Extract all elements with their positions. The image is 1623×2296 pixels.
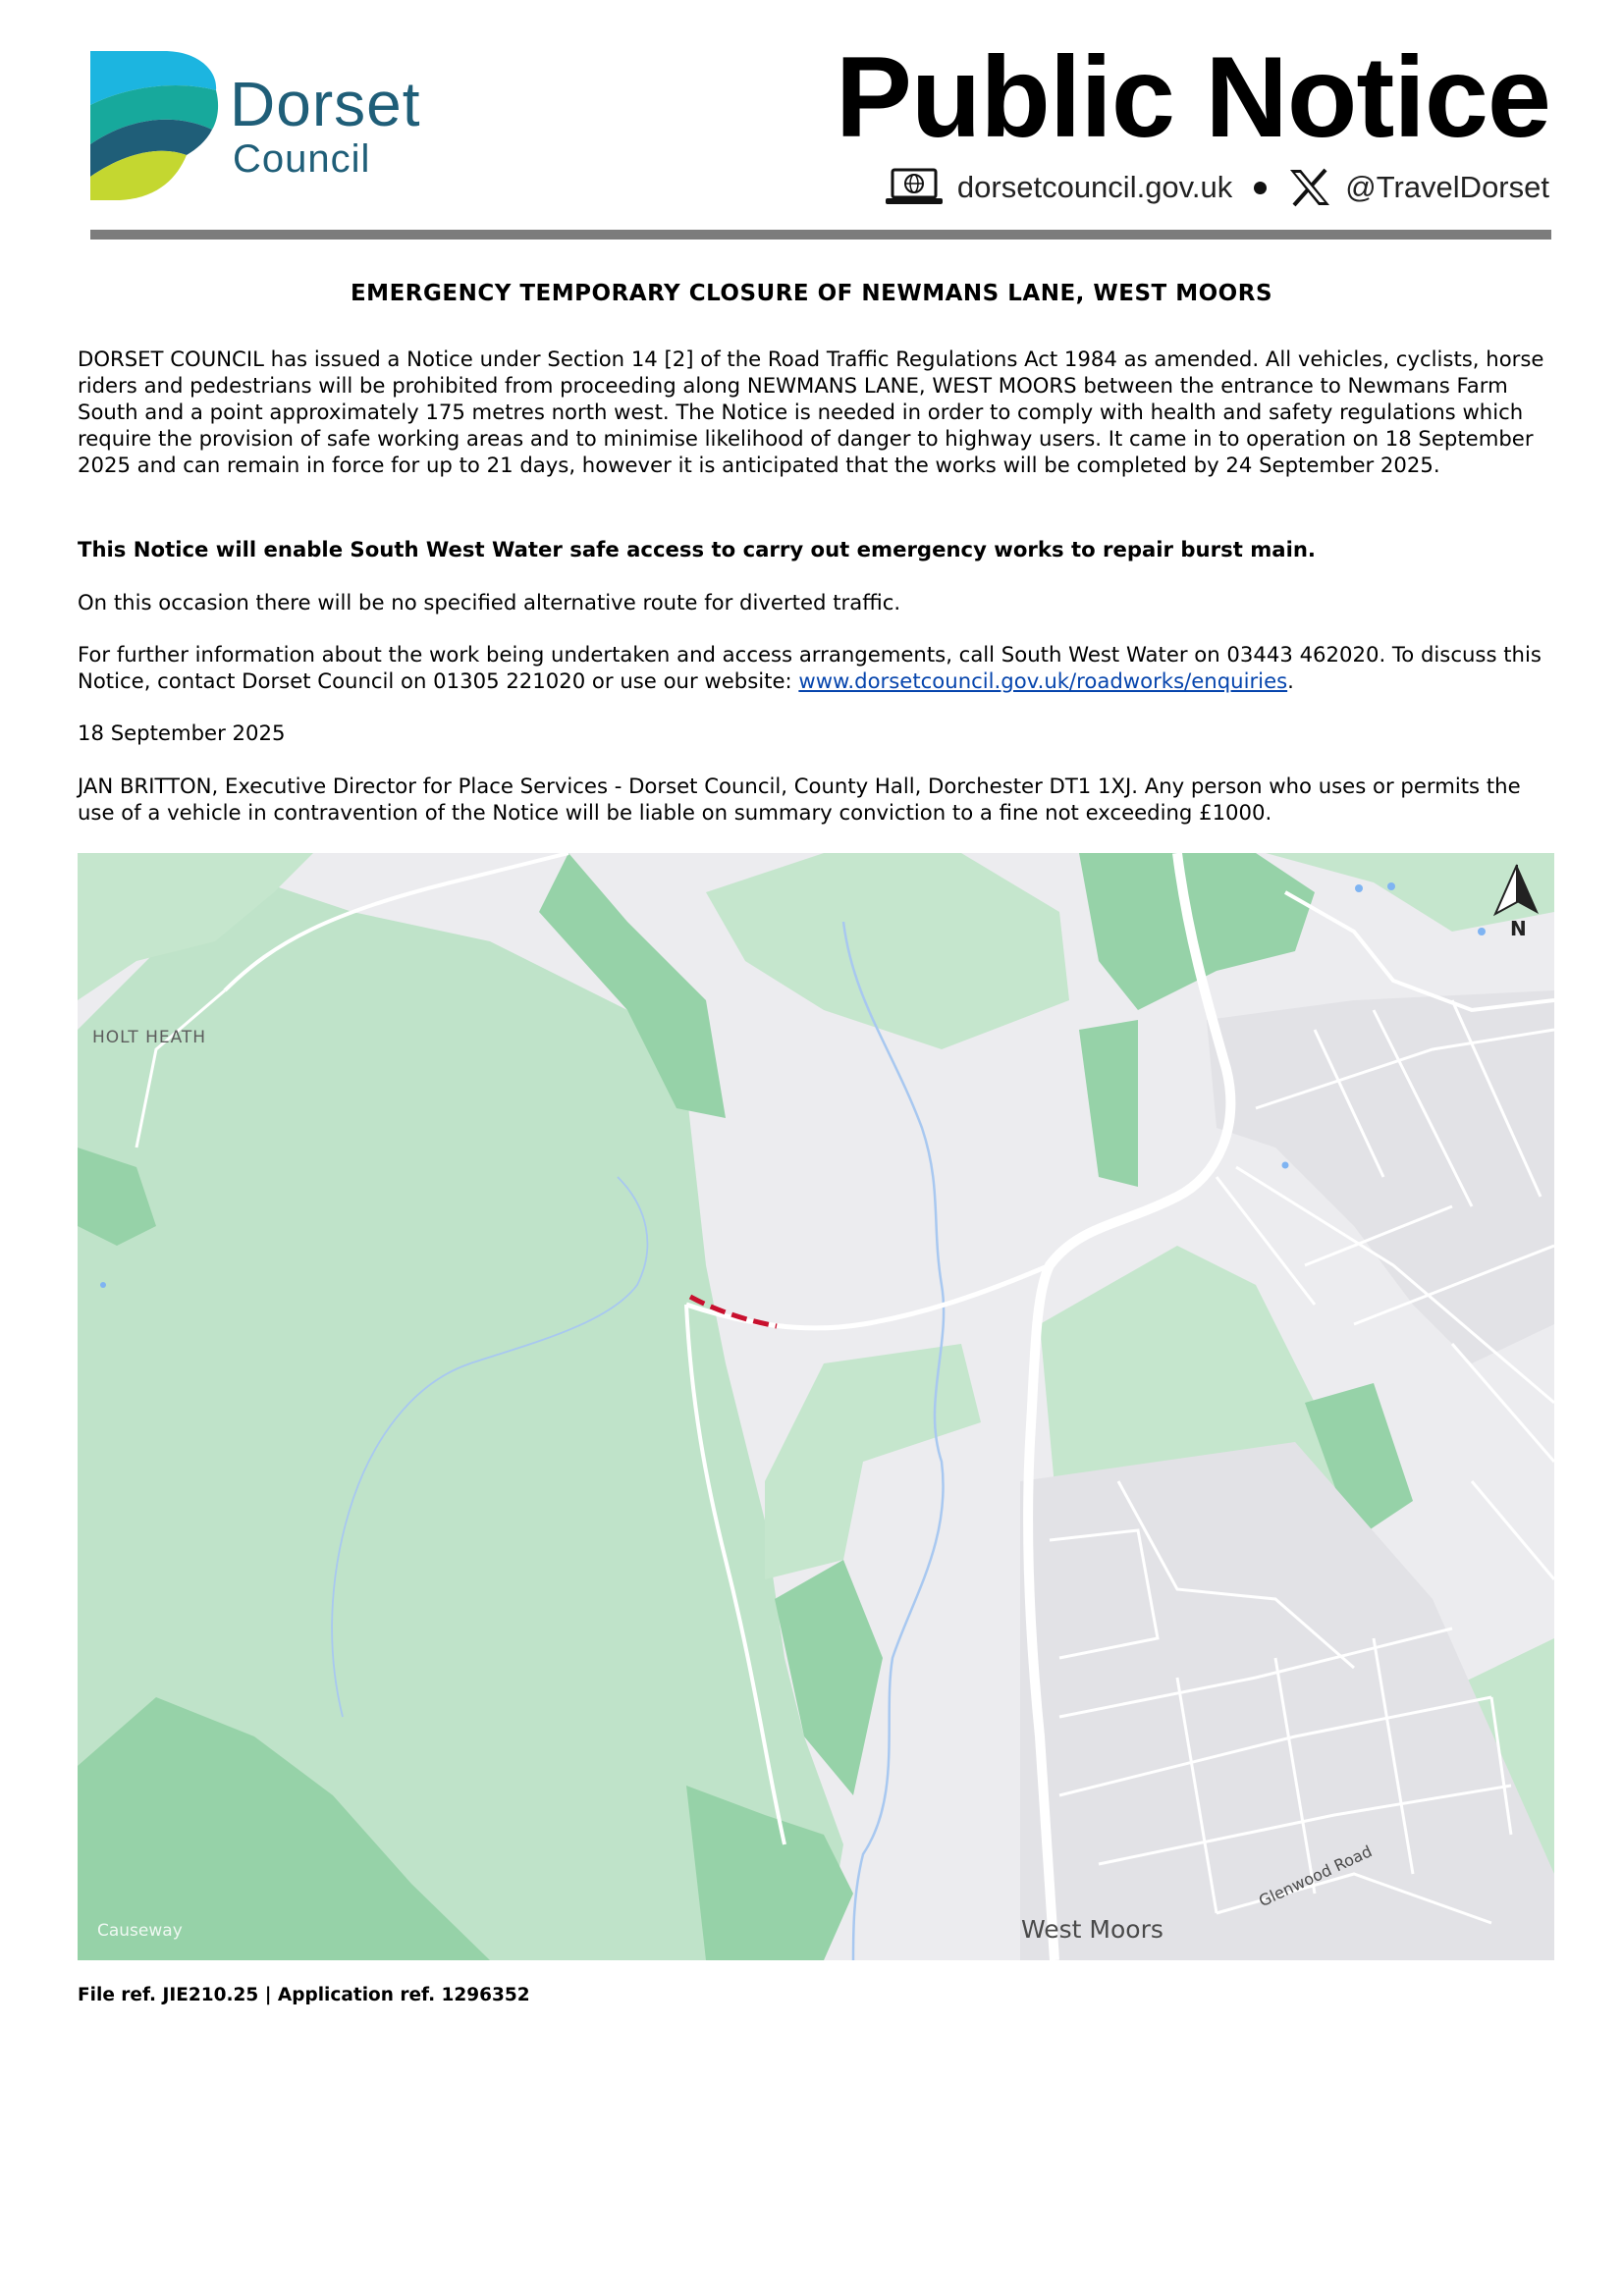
notice-paragraph-legal: DORSET COUNCIL has issued a Notice under Section 14 [2] of the Road Traffic Regulations Act 1984 as amended. All vehicles, cyclists, horse riders and pedestrians will be prohibited from proceeding along NEWMANS LANE, WEST MOORS between the entrance to Newmans Farm South and a point approximately 175 metres north west. The Notice is needed in order to comply with health and safety regulations which require the provision of safe working areas and to minimise likelihood of danger to highway users. It came in to operation on 18 September 2025 and can remain in force for up to 21 days, however it is anticipated that the works will be completed by 24 September 2025. <box>78 347 1544 477</box>
notice-date: 18 September 2025 <box>78 721 286 745</box>
closure-location-map[interactable] <box>78 853 1554 1960</box>
notice-paragraph-purpose: This Notice will enable South West Water safe access to carry out emergency works to repair burst main. <box>78 537 1316 561</box>
map-label-west-moors: West Moors <box>1021 1915 1163 1944</box>
fields-centre-south <box>765 1344 981 1579</box>
file-reference: File ref. JIE210.25 | Application ref. 1296352 <box>78 1985 530 2005</box>
contact-text: For further information about the work being undertaken and access arrangements, call South West Water on 03443 462020. To discuss this Notice, contact Dorset Council on 01305 221020 or use our website: <box>78 642 1542 693</box>
notice-title: EMERGENCY TEMPORARY CLOSURE OF NEWMANS LANE, WEST MOORS <box>350 281 1273 306</box>
north-arrow <box>1488 863 1546 941</box>
public-notice-heading: Public Notice <box>835 32 1550 161</box>
contact-row <box>885 165 1549 210</box>
separator-dot <box>1254 182 1267 194</box>
notice-paragraph-diversion: On this occasion there will be no specified alternative route for diverted traffic. <box>78 590 901 614</box>
north-label: N <box>1510 917 1527 940</box>
enquiries-link[interactable]: www.dorsetcouncil.gov.uk/roadworks/enquiries <box>798 668 1288 693</box>
dorset-council-logo <box>90 51 444 200</box>
logo-text-dorset: Dorset <box>230 69 421 139</box>
woodland-north-east <box>1079 853 1315 1010</box>
map-attribution: Causeway <box>97 1921 183 1941</box>
social-handle-text[interactable]: @TravelDorset <box>1345 170 1549 204</box>
notice-paragraph-contact <box>78 641 1550 694</box>
map-label-glenwood-road: Glenwood Road <box>1256 1842 1376 1911</box>
website-text[interactable]: dorsetcouncil.gov.uk <box>956 170 1233 204</box>
dorset-council-logo-mark <box>90 51 228 200</box>
logo-text-council: Council <box>233 137 371 181</box>
woodland-centre <box>1079 1020 1138 1187</box>
map-label-holt-heath: HOLT HEATH <box>92 1028 207 1047</box>
north-arrow-icon <box>1488 863 1546 941</box>
field-north-centre <box>706 853 1069 1049</box>
notice-signatory: JAN BRITTON, Executive Director for Place Services - Dorset Council, County Hall, Dorchester DT1 1XJ. Any person who uses or permits the use of a vehicle in contravention of the Notice will be liable on summary conviction to a fine not exceeding £1000. <box>78 774 1521 825</box>
x-logo-icon <box>1288 168 1331 207</box>
map-canvas <box>78 853 1554 1960</box>
laptop-globe-icon <box>885 168 944 207</box>
contact-text-end: . <box>1287 668 1294 693</box>
header-divider <box>90 230 1551 240</box>
